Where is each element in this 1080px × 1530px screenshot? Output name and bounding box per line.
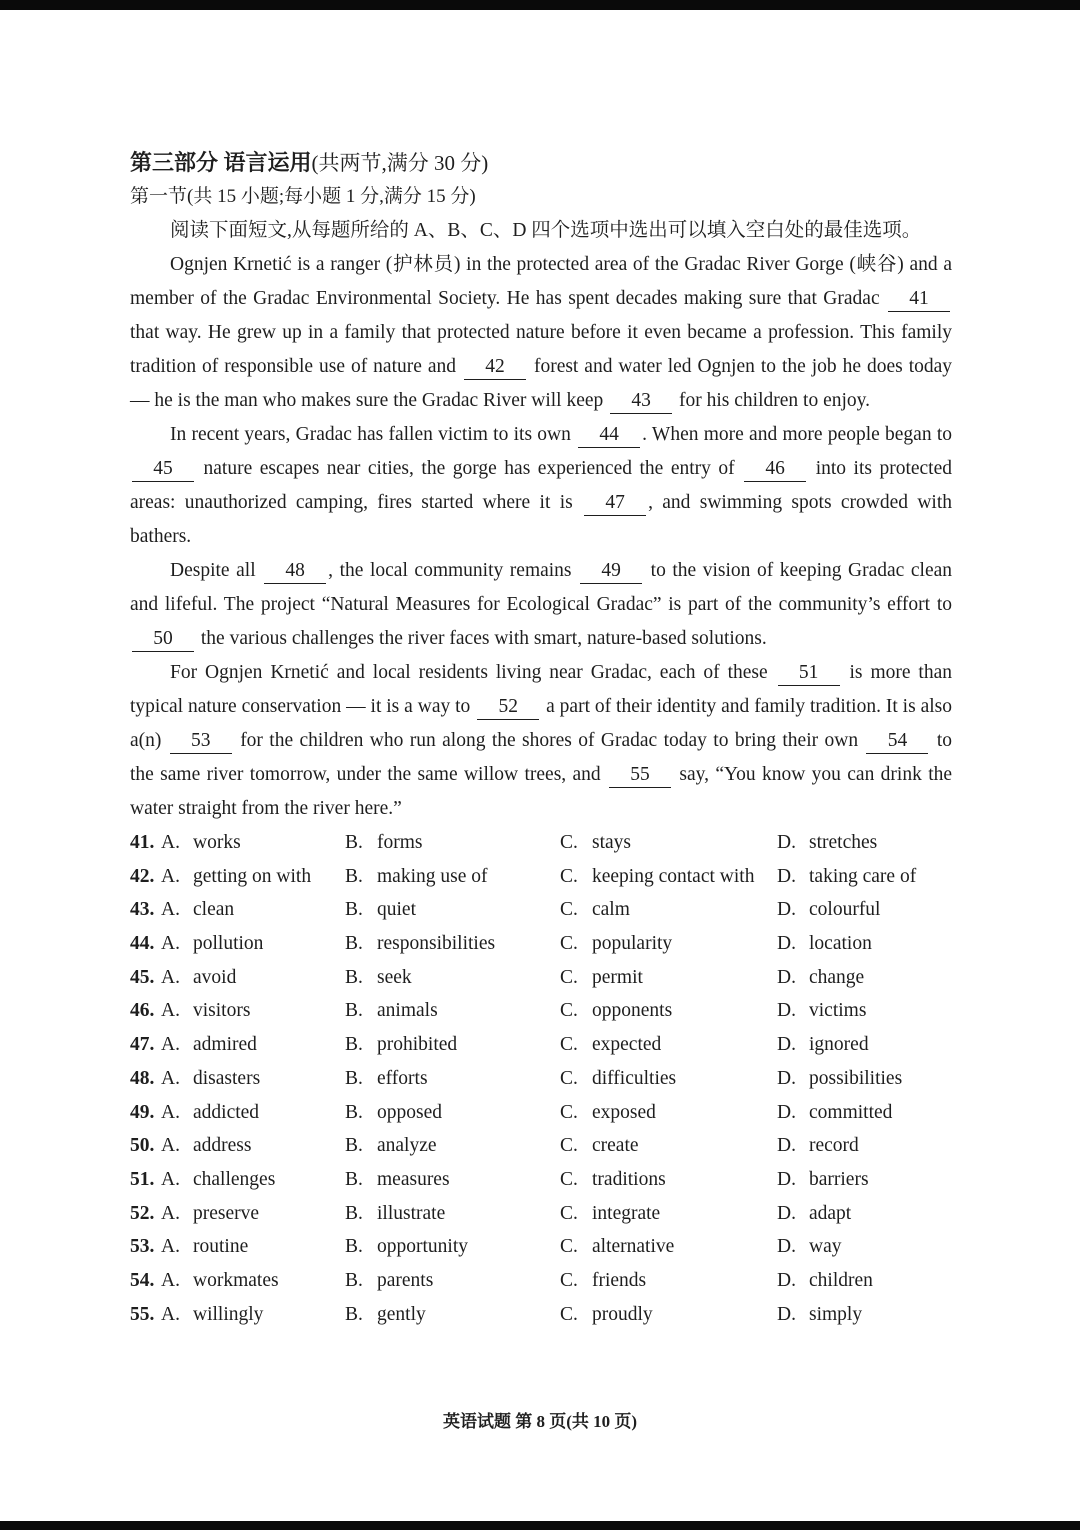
option-d: ignored bbox=[809, 1034, 869, 1056]
option-c: proudly bbox=[592, 1303, 653, 1325]
option-a: avoid bbox=[193, 966, 237, 988]
blank-52: 52 bbox=[477, 695, 539, 720]
option-d: adapt bbox=[809, 1202, 852, 1224]
option-a: clean bbox=[193, 899, 235, 921]
option-row-51: 51. A. challenges B. measures C. traditions D. barriers bbox=[130, 1168, 869, 1190]
subsection-title: 第一节(共 15 小题;每小题 1 分,满分 15 分) bbox=[130, 186, 476, 207]
blank-45: 45 bbox=[132, 457, 194, 482]
option-c: permit bbox=[592, 966, 643, 988]
option-c: opponents bbox=[592, 1000, 673, 1022]
option-a: preserve bbox=[193, 1202, 260, 1224]
option-b: quiet bbox=[377, 899, 416, 921]
option-row-49: 49. A. addicted B. opposed C. exposed D. committed bbox=[130, 1101, 893, 1123]
option-a: getting on with bbox=[193, 865, 312, 887]
option-row-45: 45. A. avoid B. seek C. permit D. change bbox=[130, 966, 865, 988]
option-row-47: 47. A. admired B. prohibited C. expected D. ignored bbox=[130, 1034, 869, 1056]
option-b: parents bbox=[377, 1269, 434, 1291]
option-a: pollution bbox=[193, 933, 264, 955]
option-c: traditions bbox=[592, 1168, 666, 1190]
option-d: barriers bbox=[809, 1168, 869, 1190]
option-row-44: 44. A. pollution B. responsibilities C. popularity D. location bbox=[130, 933, 872, 955]
option-c: calm bbox=[592, 899, 630, 921]
option-b: opportunity bbox=[377, 1236, 468, 1258]
option-c: exposed bbox=[592, 1101, 656, 1123]
option-d: stretches bbox=[809, 832, 878, 853]
blank-49: 49 bbox=[580, 559, 642, 584]
blank-43: 43 bbox=[610, 389, 672, 414]
option-d: location bbox=[809, 933, 872, 955]
options-list bbox=[130, 826, 952, 1331]
option-b: opposed bbox=[377, 1101, 442, 1123]
option-row-54: 54. A. workmates B. parents C. friends D. children bbox=[130, 1269, 873, 1291]
option-row-55: 55. A. willingly B. gently C. proudly D. simply bbox=[130, 1303, 863, 1325]
option-d: committed bbox=[809, 1101, 893, 1123]
top-border bbox=[0, 0, 1080, 10]
blank-50: 50 bbox=[132, 627, 194, 652]
option-a: works bbox=[193, 832, 241, 853]
option-c: expected bbox=[592, 1034, 662, 1056]
option-row-46: 46. A. visitors B. animals C. opponents D. victims bbox=[130, 1000, 867, 1022]
paragraph-3: Despite all 48 , the local community remains 49 to the vision of keeping Gradac clean and lifeful. The project “Natural Measures for Ecological Gradac” is part of the community’s effort to 50 the various challenges the river faces with smart, nature-based solutions. bbox=[130, 554, 952, 656]
option-c: popularity bbox=[592, 933, 673, 955]
section-title: 第三部分 语言运用(共两节,满分 30 分) bbox=[130, 150, 489, 175]
option-row-50: 50. A. address B. analyze C. create D. record bbox=[130, 1135, 859, 1157]
option-a: routine bbox=[193, 1236, 249, 1258]
exam-page bbox=[130, 146, 952, 1331]
blank-51: 51 bbox=[778, 661, 840, 686]
option-a: addicted bbox=[193, 1101, 260, 1123]
option-c: alternative bbox=[592, 1236, 675, 1258]
option-a: willingly bbox=[193, 1303, 264, 1325]
blank-53: 53 bbox=[170, 729, 232, 754]
option-d: way bbox=[809, 1236, 842, 1258]
blank-54: 54 bbox=[866, 729, 928, 754]
option-c: stays bbox=[592, 832, 631, 853]
blank-48: 48 bbox=[264, 559, 326, 584]
option-d: children bbox=[809, 1269, 873, 1291]
option-c: create bbox=[592, 1135, 639, 1157]
option-b: gently bbox=[377, 1303, 426, 1325]
option-b: forms bbox=[377, 832, 423, 853]
option-a: visitors bbox=[193, 1000, 251, 1022]
paragraph-4: For Ognjen Krnetić and local residents living near Gradac, each of these 51 is more than typical nature conservation — it is a way to 52 a part of their identity and family tradition. It is also a(n) 53 for the children who run along the shores of Gradac today to bring their own 54 to the same river tomorrow, under the same willow trees, and 55 say, “You know you can drink the water straight from the river here.” bbox=[130, 662, 953, 819]
option-b: efforts bbox=[377, 1067, 428, 1089]
option-row-48: 48. A. disasters B. efforts C. difficulties D. possibilities bbox=[130, 1067, 903, 1089]
option-a: disasters bbox=[193, 1067, 261, 1089]
option-b: animals bbox=[377, 1000, 438, 1022]
option-c: difficulties bbox=[592, 1067, 677, 1089]
option-row-53: 53. A. routine B. opportunity C. alternative D. way bbox=[130, 1236, 842, 1258]
option-a: address bbox=[193, 1135, 252, 1157]
blank-42: 42 bbox=[464, 355, 526, 380]
blank-41: 41 bbox=[888, 287, 950, 312]
option-d: simply bbox=[809, 1303, 863, 1325]
option-c: integrate bbox=[592, 1202, 661, 1224]
option-b: prohibited bbox=[377, 1034, 458, 1056]
option-b: responsibilities bbox=[377, 933, 496, 955]
option-a: workmates bbox=[193, 1269, 279, 1291]
option-d: change bbox=[809, 966, 865, 988]
option-row-52: 52. A. preserve B. illustrate C. integrate D. adapt bbox=[130, 1202, 852, 1224]
option-b: illustrate bbox=[377, 1202, 446, 1224]
paragraph-1: Ognjen Krnetić is a ranger (护林员) in the protected area of the Gradac River Gorge (峡谷) and a member of the Gradac Environmental Society. He has spent decades making sure that Gradac 41 that way. He grew up in a family that protected nature before it even became a profession. This family tradition of responsible use of nature and 42 forest and water led Ognjen to the job he does today — he is the man who makes sure the Gradac River will keep 43 for his children to enjoy. bbox=[130, 248, 952, 418]
option-b: analyze bbox=[377, 1135, 437, 1157]
option-b: making use of bbox=[377, 865, 488, 887]
option-row-41: 41. A. works B. forms C. stays D. stretches bbox=[130, 832, 878, 853]
paragraph-2: In recent years, Gradac has fallen victim to its own 44 . When more and more people began to 45 nature escapes near cities, the gorge has experienced the entry of 46 into its protected areas: unauthorized camping, fires started where it is 47 , and swimming spots crowded with bathers. bbox=[130, 424, 953, 547]
instruction: 阅读下面短文,从每题所给的 A、B、C、D 四个选项中选出可以填入空白处的最佳选项。 bbox=[170, 220, 922, 241]
option-d: record bbox=[809, 1135, 859, 1157]
option-b: seek bbox=[377, 966, 412, 988]
blank-47: 47 bbox=[584, 491, 646, 516]
blank-55: 55 bbox=[609, 763, 671, 788]
passage bbox=[130, 248, 952, 826]
option-b: measures bbox=[377, 1168, 450, 1190]
page-footer: 英语试题 第 8 页(共 10 页) bbox=[442, 1412, 638, 1431]
option-d: victims bbox=[809, 1000, 867, 1022]
option-row-42: 42. A. getting on with B. making use of C. keeping contact with D. taking care of bbox=[130, 865, 917, 887]
option-row-43: 43. A. clean B. quiet C. calm D. colourful bbox=[130, 899, 881, 921]
option-d: possibilities bbox=[809, 1067, 903, 1089]
blank-46: 46 bbox=[744, 457, 806, 482]
option-d: colourful bbox=[809, 899, 881, 921]
option-a: challenges bbox=[193, 1168, 276, 1190]
option-d: taking care of bbox=[809, 865, 917, 887]
option-c: friends bbox=[592, 1269, 647, 1291]
option-a: admired bbox=[193, 1034, 257, 1056]
bottom-border bbox=[0, 1521, 1080, 1530]
blank-44: 44 bbox=[578, 423, 640, 448]
option-c: keeping contact with bbox=[592, 865, 755, 887]
